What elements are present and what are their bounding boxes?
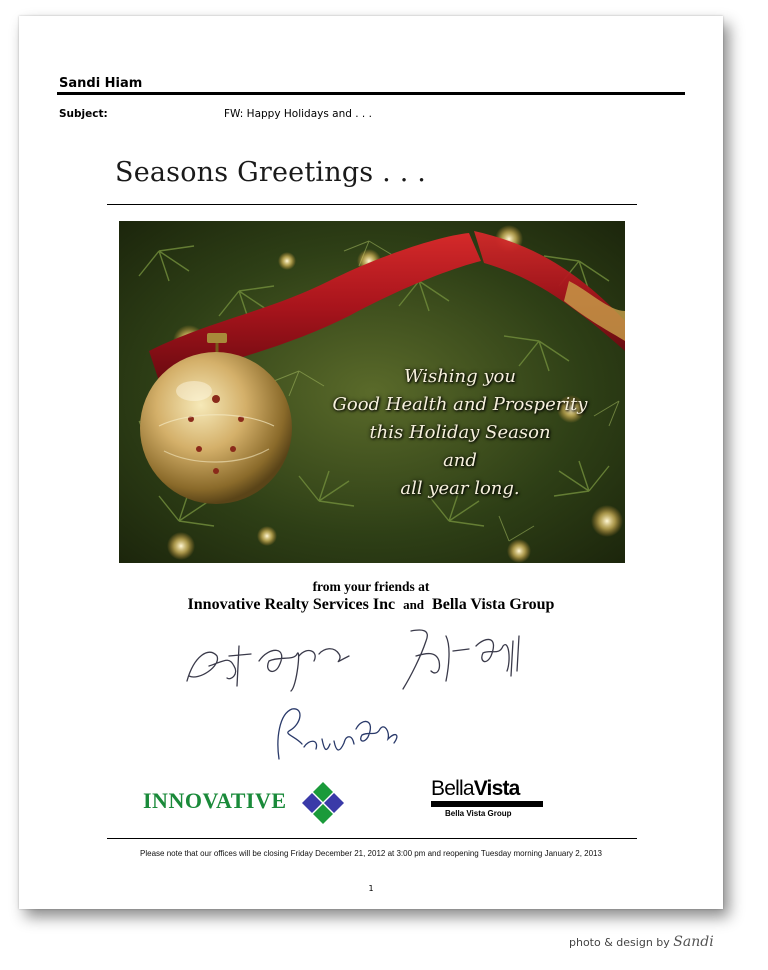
photo-message (315, 363, 605, 503)
photo-message-line: this Holiday Season (369, 422, 551, 443)
companies-line (19, 596, 723, 614)
signature-2 (391, 621, 541, 696)
innovative-logo-text: INNOVATIVE (143, 788, 287, 813)
photo-message-line: Good Health and Prosperity (332, 394, 588, 415)
subject-label: Subject: (59, 108, 108, 120)
bellavista-logo-bold: Vista (473, 777, 520, 800)
header-divider (57, 92, 685, 95)
photo-credit-signature: Sandi (673, 934, 714, 950)
from-line: from your friends at (312, 579, 430, 594)
photo-credit-text: photo & design by (569, 936, 670, 949)
photo-message-line: all year long. (400, 478, 520, 499)
bellavista-logo-word (431, 778, 547, 800)
bellavista-logo-bar (431, 801, 543, 807)
holiday-photo (119, 221, 625, 563)
title-divider (107, 204, 637, 205)
photo-credit (569, 934, 714, 950)
bellavista-logo-light: Bella (431, 777, 474, 800)
company-innovative: Innovative Realty Services Inc (187, 596, 396, 613)
document-page (19, 16, 723, 909)
companies-and: and (403, 597, 425, 612)
company-bella-vista: Bella Vista Group (432, 596, 555, 613)
bellavista-logo-subtext: Bella Vista Group (445, 809, 512, 818)
photo-message-line: and (443, 450, 477, 471)
signature-3 (264, 699, 404, 769)
greeting-title: Seasons Greetings . . . (115, 157, 427, 188)
photo-message-line: Wishing you (404, 366, 516, 387)
signature-1 (179, 626, 359, 696)
page-number: 1 (368, 884, 374, 893)
office-closing-notice: Please note that our offices will be closing Friday December 21, 2012 at 3:00 pm and reopening Tuesday morning January 2, 2013 (140, 849, 602, 858)
footer-divider (107, 838, 637, 839)
bellavista-logo (431, 778, 547, 818)
subject-value: FW: Happy Holidays and . . . (224, 108, 372, 120)
innovative-diamond-icon (302, 782, 344, 824)
email-sender: Sandi Hiam (59, 76, 143, 91)
